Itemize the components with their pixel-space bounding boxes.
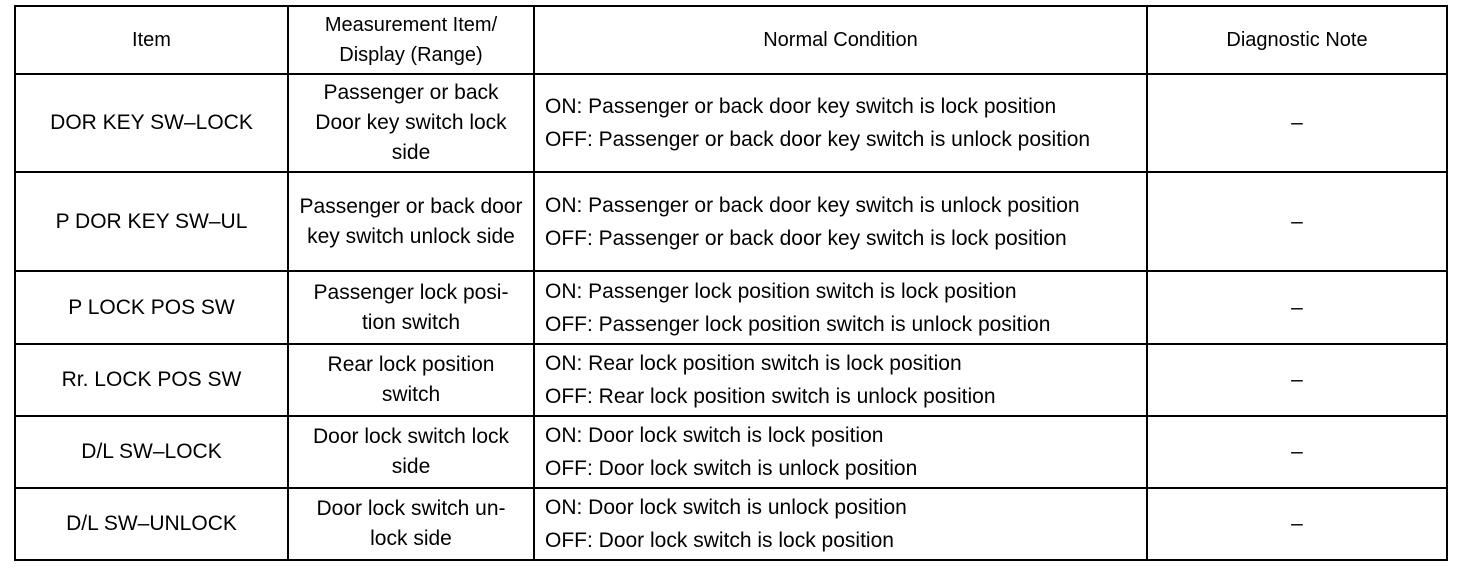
diagnostic-data-table (14, 5, 1448, 561)
header-measurement-item (288, 6, 534, 74)
table-row (15, 416, 1447, 488)
measurement-cell: Passenger or back Door key switch lock side (288, 74, 534, 172)
condition-on: ON: Passenger lock position switch is lock position (545, 279, 1017, 303)
measurement-cell: Rear lock position switch (288, 344, 534, 416)
table-header-row (15, 6, 1447, 74)
condition-cell (534, 74, 1147, 172)
table-row (15, 172, 1447, 271)
condition-on: ON: Rear lock position switch is lock position (545, 352, 962, 375)
note-cell: – (1147, 74, 1447, 172)
measurement-cell: Passenger or back door key switch unlock side (288, 172, 534, 271)
item-cell: D/L SW–LOCK (15, 416, 288, 488)
header-measurement-line1: Measurement Item/ (324, 14, 498, 36)
measurement-cell: Door lock switch lock side (288, 416, 534, 488)
header-measurement-line2: Display (Range) (339, 44, 483, 66)
table-row (15, 74, 1447, 172)
header-normal-condition: Normal Condition (534, 6, 1147, 74)
item-cell: P DOR KEY SW–UL (15, 172, 288, 271)
table-row (15, 488, 1447, 560)
condition-cell (534, 416, 1147, 488)
condition-off: OFF: Passenger lock position switch is unlock position (545, 312, 1051, 336)
table-row (15, 271, 1447, 344)
condition-off: OFF: Passenger or back door key switch is lock position (545, 226, 1067, 250)
condition-on: ON: Passenger or back door key switch is lock position (545, 95, 1057, 118)
condition-cell (534, 488, 1147, 560)
item-cell: P LOCK POS SW (15, 271, 288, 344)
condition-off: OFF: Rear lock position switch is unlock position (545, 385, 996, 408)
condition-on: ON: Door lock switch is lock position (545, 424, 884, 447)
condition-off: OFF: Door lock switch is unlock position (545, 457, 918, 480)
note-cell: – (1147, 488, 1447, 560)
measurement-cell: Door lock switch un- lock side (288, 488, 534, 560)
condition-on: ON: Passenger or back door key switch is unlock position (545, 193, 1080, 217)
item-cell: Rr. LOCK POS SW (15, 344, 288, 416)
measurement-cell: Passenger lock posi- tion switch (288, 271, 534, 344)
condition-cell (534, 271, 1147, 344)
note-cell: – (1147, 271, 1447, 344)
header-diagnostic-note: Diagnostic Note (1147, 6, 1447, 74)
note-cell: – (1147, 172, 1447, 271)
item-cell: DOR KEY SW–LOCK (15, 74, 288, 172)
condition-off: OFF: Door lock switch is lock position (545, 529, 894, 552)
note-cell: – (1147, 344, 1447, 416)
table-row (15, 344, 1447, 416)
note-cell: – (1147, 416, 1447, 488)
header-item: Item (15, 6, 288, 74)
condition-cell (534, 344, 1147, 416)
item-cell: D/L SW–UNLOCK (15, 488, 288, 560)
condition-off: OFF: Passenger or back door key switch is unlock position (545, 128, 1091, 151)
condition-cell (534, 172, 1147, 271)
condition-on: ON: Door lock switch is unlock position (545, 496, 907, 519)
